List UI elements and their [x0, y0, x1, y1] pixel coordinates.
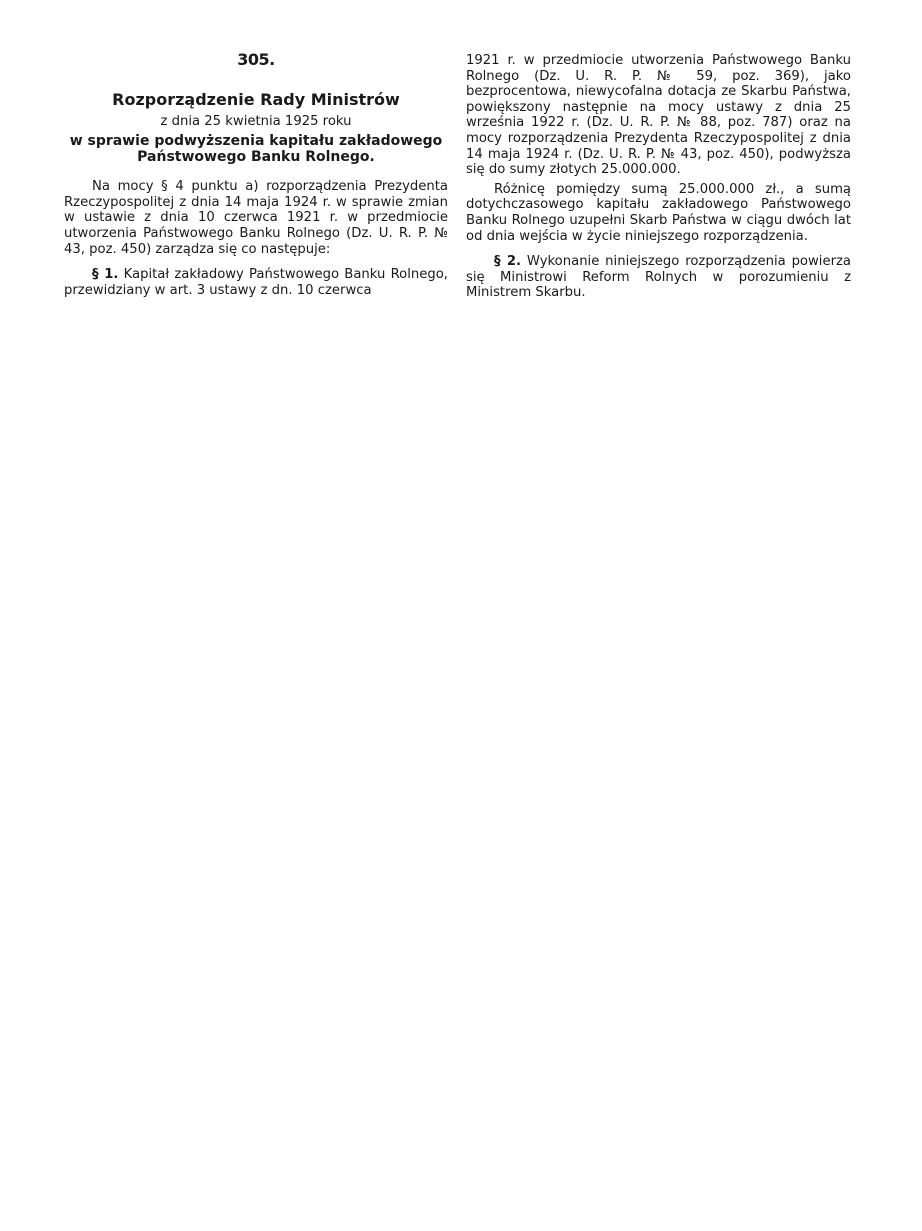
- act-subject-line-2: Państwowego Banku Rolnego.: [137, 149, 375, 166]
- section-1-text-start: Kapitał zakładowy Państwowego Banku Rolnego, przewidziany w art. 3 ustawy z dn. 10 czerwca: [64, 267, 448, 298]
- section-2-label: § 2.: [494, 254, 522, 270]
- section-1-second-paragraph: Różnicę pomiędzy sumą 25.000.000 zł., a sumą dotychczasowego kapitału zakładowego Państwowego Banku Rolnego uzupełni Skarb Państwa w ciągu dwóch lat od dnia wejścia w życie niniejszego rozporządzenia.: [466, 181, 851, 244]
- section-2-text: Wykonanie niniejszego rozporządzenia powierza się Ministrowi Reform Rolnych w porozumieniu z Ministrem Skarbu.: [466, 254, 851, 301]
- act-title: Rozporządzenie Rady Ministrów: [112, 89, 400, 109]
- preamble-paragraph: Na mocy § 4 punktu a) rozporządzenia Prezydenta Rzeczypospolitej z dnia 14 maja 1924 r. w sprawie zmian w ustawie z dnia 10 czerwca 1921 r. w przedmiocie utworzenia Państwowego Banku Rolnego (Dz. U. R. P. № 43, poz. 450) zarządza się co następuje:: [64, 179, 448, 257]
- right-column: [466, 53, 851, 305]
- left-column: [64, 52, 448, 302]
- act-subject: [64, 133, 448, 165]
- act-number: 305.: [237, 50, 275, 69]
- act-subject-line-1: w sprawie podwyższenia kapitału zakładowego: [69, 133, 443, 150]
- section-1-paragraph: [64, 267, 448, 298]
- section-2-paragraph: [466, 254, 851, 301]
- section-1-continuation: 1921 r. w przedmiocie utworzenia Państwowego Banku Rolnego (Dz. U. R. P. № 59, poz. 369), jako bezprocentowa, niewycofalna dotacja ze Skarbu Państwa, powiększony następnie na mocy ustawy z dnia 25 września 1922 r. (Dz. U. R. P. № 88, poz. 787) oraz na mocy rozporządzenia Prezydenta Rzeczypospolitej z dnia 14 maja 1924 r. (Dz. U. R. P. № 43, poz. 450), podwyższa się do sumy złotych 25.000.000.: [466, 53, 851, 178]
- section-1-label: § 1.: [92, 267, 119, 283]
- act-date: z dnia 25 kwietnia 1925 roku: [160, 113, 352, 129]
